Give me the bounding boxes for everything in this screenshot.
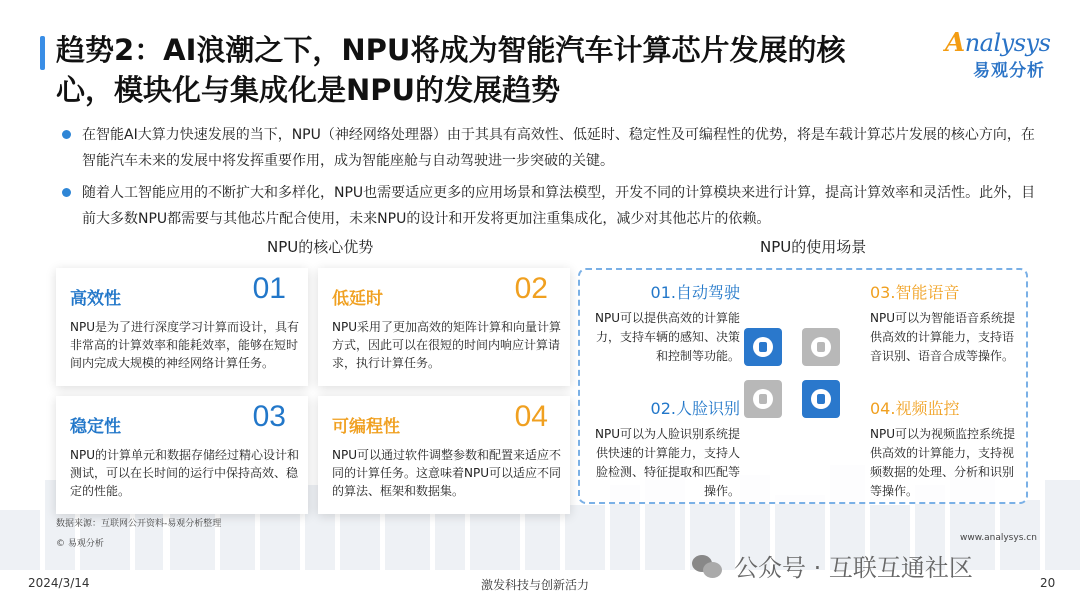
scene-title: 03.智能语音: [870, 283, 960, 302]
card-number: 02: [514, 272, 548, 305]
advantages-section-title: NPU的核心优势: [267, 238, 374, 256]
website-link[interactable]: www.analysys.cn: [960, 533, 1037, 543]
scene-autonomous-driving: [590, 280, 740, 366]
advantage-card-programmability: [318, 396, 570, 514]
scenes-section-title: NPU的使用场景: [760, 238, 867, 256]
card-title: 稳定性: [70, 417, 121, 437]
scene-title: 01.自动驾驶: [650, 283, 740, 302]
card-body: NPU采用了更加高效的矩阵计算和向量计算方式，因此可以在很短的时间内响应计算请求，执行计算任务。: [332, 320, 561, 370]
wechat-icon: [692, 553, 724, 579]
card-body: NPU的计算单元和数据存储经过精心设计和测试，可以在长时间的运行中保持高效、稳定的性能。: [70, 448, 299, 498]
analysys-logo: [945, 28, 1065, 88]
driving-tile-icon: [744, 328, 782, 366]
page-title-line-2: 心，模块化与集成化是NPU的发展趋势: [56, 73, 561, 107]
advantage-card-efficiency: [56, 268, 308, 386]
advantage-card-latency: [318, 268, 570, 386]
logo-chinese: 易观分析: [973, 61, 1045, 81]
copyright: © 易观分析: [56, 539, 104, 549]
video-tile-icon: [802, 380, 840, 418]
scene-title: 04.视频监控: [870, 399, 960, 418]
scene-body: NPU可以为视频监控系统提供高效的计算能力，支持视频数据的处理、分析和识别等操作。: [870, 427, 1015, 498]
card-title: 高效性: [70, 289, 121, 309]
bullet-dot-icon: [62, 188, 71, 197]
logo-english: Analysys: [945, 28, 1051, 58]
card-title: 低延时: [332, 289, 383, 309]
scene-video-surveillance: [870, 396, 1020, 501]
page-title: [56, 30, 936, 110]
slogan: 激发科技与创新活力: [481, 578, 590, 592]
card-number: 04: [514, 400, 548, 433]
scene-body: NPU可以提供高效的计算能力，支持车辆的感知、决策和控制等功能。: [595, 311, 740, 363]
scene-body: NPU可以为人脸识别系统提供快速的计算能力，支持人脸检测、特征提取和匹配等操作。: [595, 427, 740, 498]
card-body: NPU可以通过软件调整参数和配置来适应不同的计算任务。这意味着NPU可以适应不同的算法、框架和数据集。: [332, 448, 561, 498]
bullet-list: [60, 122, 1045, 238]
title-accent-bar: [40, 36, 45, 70]
card-body: NPU是为了进行深度学习计算而设计，具有非常高的计算效率和能耗效率，能够在短时间内完成大规模的神经网络计算任务。: [70, 320, 299, 370]
page-number: 20: [1040, 576, 1056, 590]
card-title: 可编程性: [332, 417, 400, 437]
card-number: 03: [252, 400, 286, 433]
wechat-watermark: 公众号 · 互联互通社区: [692, 548, 973, 583]
face-tile-icon: [744, 380, 782, 418]
voice-tile-icon: [802, 328, 840, 366]
bullet-dot-icon: [62, 130, 71, 139]
scene-smart-voice: [870, 280, 1020, 366]
bullet-item: 在智能AI大算力快速发展的当下，NPU（神经网络处理器）由于其具有高效性、低延时、稳定性及可编程性的优势，将是车载计算芯片发展的核心方向，在智能汽车未来的发展中将发挥重要作用，成为智能座舱与自动驾驶进一步突破的关键。: [60, 122, 1045, 174]
page-title-line-1: 趋势2：AI浪潮之下，NPU将成为智能汽车计算芯片发展的核: [56, 33, 846, 67]
card-number: 01: [252, 272, 286, 305]
report-date: 2024/3/14: [28, 576, 90, 590]
scene-face-recognition: [590, 396, 740, 501]
scene-title: 02.人脸识别: [650, 399, 740, 418]
bullet-item: 随着人工智能应用的不断扩大和多样化，NPU也需要适应更多的应用场景和算法模型，开发不同的计算模块来进行计算，提高计算效率和灵活性。此外，目前大多数NPU都需要与其他芯片配合使用，未来NPU的设计和开发将更加注重集成化，减少对其他芯片的依赖。: [60, 180, 1045, 232]
data-source: 数据来源：互联网公开资料-易观分析整理: [56, 519, 222, 529]
scene-body: NPU可以为智能语音系统提供高效的计算能力，支持语音识别、语音合成等操作。: [870, 311, 1015, 363]
advantage-card-stability: [56, 396, 308, 514]
